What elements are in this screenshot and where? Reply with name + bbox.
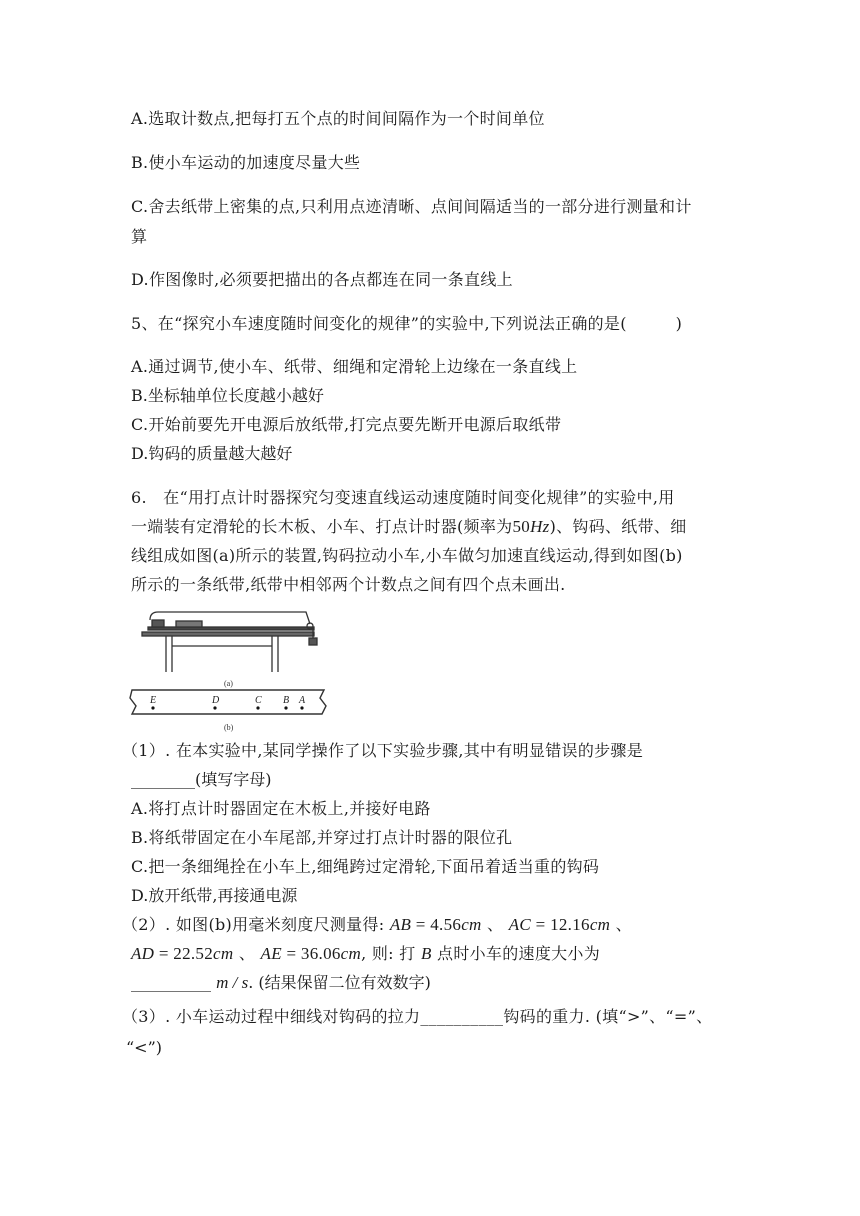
q6-stem-line4: 所示的一条纸带,纸带中相邻两个计数点之间有四个点未画出.: [131, 575, 566, 594]
string: [150, 612, 310, 624]
ad-variable: AD: [131, 944, 155, 963]
hook-weight: [309, 638, 317, 645]
q4-option-a: A.选取计数点,把每打五个点的时间间隔作为一个时间单位: [131, 109, 545, 128]
q6-stem-line2-tail: )、钩码、纸带、细: [549, 517, 687, 536]
q6-sub1-option-d: D.放开纸带,再接通电源: [131, 886, 298, 905]
figure-b-label: (b): [224, 723, 234, 732]
q5-option-d: D.钩码的质量越大越好: [131, 444, 293, 463]
q6-sub2-after-point: 点时小车的速度大小为: [437, 944, 601, 963]
q5-option-c: C.开始前要先开电源后放纸带,打完点要先断开电源后取纸带: [131, 415, 562, 434]
frequency-value: 50: [512, 517, 531, 536]
ac-variable: AC: [508, 915, 532, 934]
q6-stem-line2: [131, 516, 687, 538]
ad-value: 22.52: [173, 944, 214, 963]
q4-option-b: B.使小车运动的加速度尽量大些: [131, 153, 361, 172]
figure-a-label: (a): [224, 679, 233, 688]
ae-variable: AE: [260, 944, 282, 963]
separator: 、: [615, 915, 632, 934]
q5-option-a: A.通过调节,使小车、纸带、细绳和定滑轮上边缘在一条直线上: [131, 357, 578, 376]
spark-timer: [152, 620, 164, 627]
tape-dot: [213, 706, 216, 709]
q4-option-d: D.作图像时,必须要把描出的各点都连在同一条直线上: [131, 270, 513, 289]
q4-option-c-continued: 算: [131, 227, 148, 246]
apparatus-diagram: [142, 612, 317, 672]
cart: [176, 621, 202, 627]
unit-cm: cm: [213, 944, 234, 963]
tape-outline: [130, 690, 326, 714]
q6-sub2-line3: [131, 972, 431, 994]
q6-sub1-option-b: B.将纸带固定在小车尾部,并穿过打点计时器的限位孔: [131, 828, 513, 847]
separator: 、: [238, 944, 256, 963]
table-top: [142, 632, 314, 636]
tape-dot: [256, 706, 259, 709]
tape-point-label: E: [150, 695, 157, 706]
unit-cm: cm: [340, 944, 362, 963]
q6-sub3-line1: （3）. 小车运动过程中细线对钩码的拉力__________钩码的重力. (填“>”、“=”、: [122, 1007, 713, 1026]
q6-sub2-line2: AD = 22.52cm 、 AE = 36.06cm, 则: 打 B 点时小车的速度大小为: [131, 944, 601, 963]
separator: 、: [487, 915, 504, 934]
speed-unit: m / s: [216, 973, 249, 992]
q5-option-b: B.坐标轴单位长度越小越好: [131, 386, 324, 405]
q6-stem-line3: 线组成如图(a)所示的装置,钩码拉动小车,小车做匀加速直线运动,得到如图(b): [131, 546, 683, 565]
tape-point-label: D: [212, 695, 220, 706]
q5-stem: 5、在“探究小车速度随时间变化的规律”的实验中,下列说法正确的是( ): [131, 314, 683, 333]
frequency-unit: Hz: [530, 517, 550, 536]
ab-variable: AB: [389, 915, 412, 934]
paper-tape: [130, 690, 326, 714]
ac-value: 12.16: [550, 915, 590, 934]
tape-point-label: B: [283, 695, 290, 706]
unit-cm: cm: [589, 915, 611, 934]
tape-dot: [284, 706, 287, 709]
unit-cm: cm: [461, 915, 482, 934]
q6-sub2-line1: （2）. 如图(b)用毫米刻度尺测量得: AB = 4.56cm 、 AC = 12.16cm 、: [122, 915, 632, 934]
q6-sub1-stem: （1）. 在本实验中,某同学操作了以下实验步骤,其中有明显错误的步骤是: [122, 741, 644, 760]
answer-blank: __________: [131, 973, 211, 992]
q6-sub2-tail: . (结果保留二位有效数字): [248, 973, 431, 992]
point-b-label: B: [420, 944, 432, 963]
q6-sub1-option-c: C.把一条细绳拴在小车上,细绳跨过定滑轮,下面吊着适当重的钩码: [131, 857, 600, 876]
q6-stem-line1: 6. 在“用打点计时器探究匀变速直线运动速度随时间变化规律”的实验中,用: [131, 488, 675, 507]
q6-sub1-blank-line: ________(填写字母): [131, 770, 272, 789]
q6-sub2-intro: （2）. 如图(b)用毫米刻度尺测量得:: [122, 915, 385, 934]
q6-stem-line2-text: 一端装有定滑轮的长木板、小车、打点计时器(频率为: [131, 517, 513, 536]
tape-dot: [151, 706, 154, 709]
experiment-figure: [128, 602, 328, 740]
q6-sub3-line2: “<”): [126, 1038, 163, 1057]
tape-dot: [300, 706, 303, 709]
ae-value: 36.06: [300, 944, 341, 963]
q4-option-c: C.舍去纸带上密集的点,只利用点迹清晰、点间间隔适当的一部分进行测量和计: [131, 197, 692, 216]
long-board: [148, 627, 314, 630]
q6-sub2-then: , 则: 打: [361, 944, 416, 963]
tape-point-label: C: [255, 695, 262, 706]
ab-value: 4.56: [430, 915, 462, 934]
tape-point-label: A: [299, 695, 306, 706]
q6-sub1-option-a: A.将打点计时器固定在木板上,并接好电路: [131, 799, 431, 818]
